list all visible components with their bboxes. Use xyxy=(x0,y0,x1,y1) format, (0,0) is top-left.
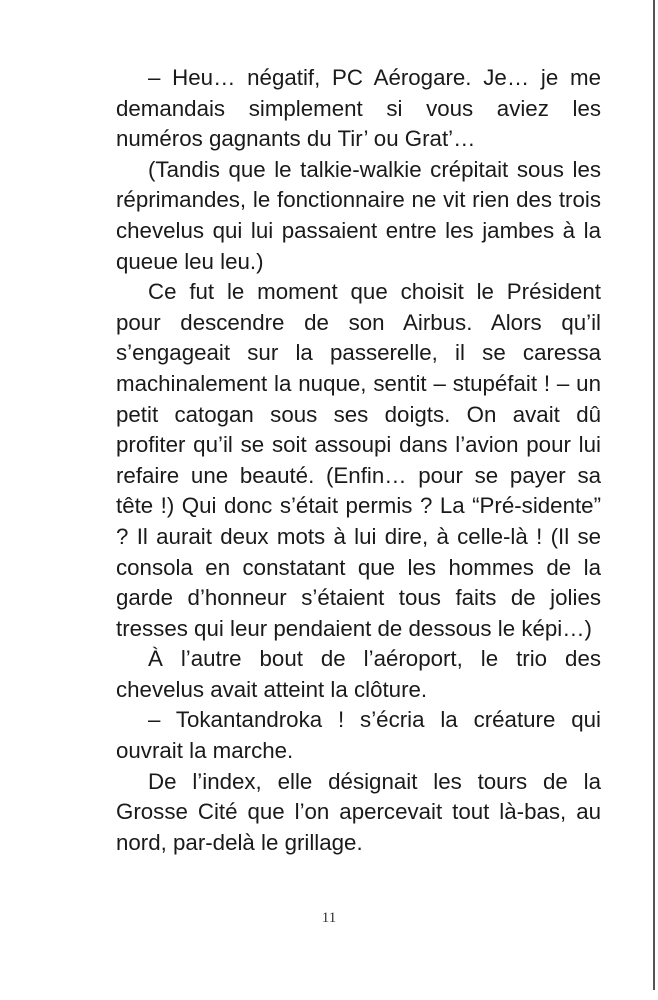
paragraph-1: – Heu… négatif, PC Aérogare. Je… je me demandais simplement si vous aviez les numéros gagnants du Tir’ ou Grat’… xyxy=(116,65,601,152)
paragraph-6: De l’index, elle désignait les tours de la Grosse Cité que l’on apercevait tout là-bas, au nord, par-delà le grillage. xyxy=(116,768,601,855)
paragraph-4: À l’autre bout de l’aéroport, le trio des chevelus avait atteint la clôture. xyxy=(116,646,601,702)
body-text xyxy=(116,63,601,858)
paragraph-3: Ce fut le moment que choisit le Président pour descendre de son Airbus. Alors qu’il s’engageait sur la passerelle, il se caressa machinalement la nuque, sentit – stupéfait ! – un petit catogan sous ses doigts. On avait dû profiter qu’il se soit assoupi dans l’avion pour lui refaire une beauté. (Enfin… pour se payer sa tête !) Qui donc s’était permis ? La “Pré-sidente” ? Il aurait deux mots à lui dire, à celle-là ! (Il se consola en constatant que les hommes de la garde d’honneur s’étaient tous faits de jolies tresses qui leur pendaient de dessous le képi…) xyxy=(116,279,601,641)
paragraph-5: – Tokantandroka ! s’écria la créature qui ouvrait la marche. xyxy=(116,707,601,764)
page-number: 11 xyxy=(321,910,337,926)
paragraph-2: (Tandis que le talkie-walkie crépitait sous les réprimandes, le fonctionnaire ne vit rien des trois chevelus qui lui passaient entre les jambes à la queue leu leu.) xyxy=(116,156,601,274)
page-edge-line xyxy=(653,0,655,990)
